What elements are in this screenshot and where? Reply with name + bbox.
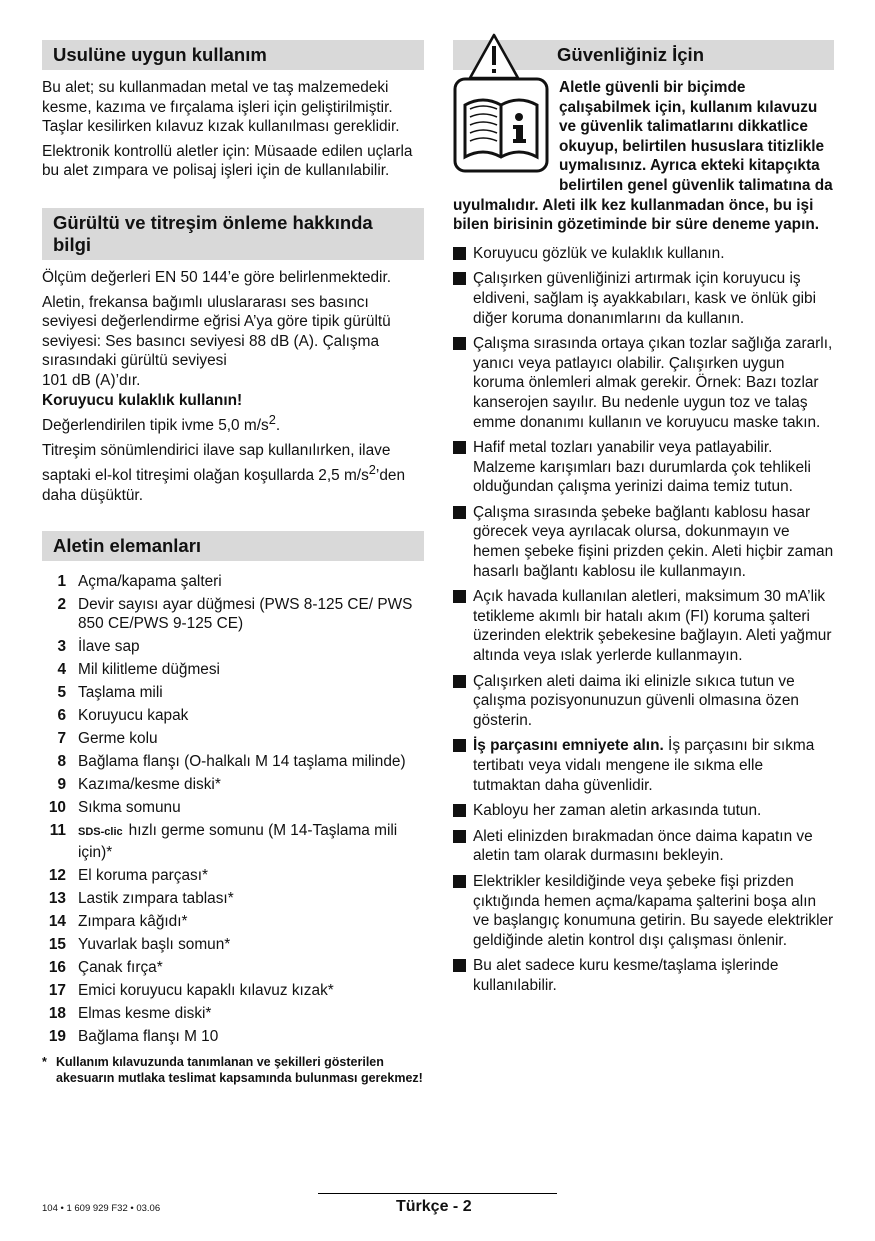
safety-bullets — [453, 244, 834, 731]
component-item — [42, 981, 424, 1001]
footnote-star: * — [42, 1054, 47, 1069]
component-label: El koruma parçası* — [78, 866, 209, 884]
component-item — [42, 1027, 424, 1047]
bullet-square-icon — [453, 875, 466, 888]
hearing-protection-warning: Koruyucu kulaklık kullanın! — [42, 391, 243, 409]
safety-bullets-2 — [453, 801, 834, 995]
component-item — [42, 912, 424, 932]
component-label: Germe kolu — [78, 730, 158, 748]
safety-bullet — [453, 269, 834, 328]
safety-bullet-text: Aleti elinizden bırakmadan önce daima kapatın ve aletin tam olarak durmasını bekleyin. — [473, 827, 813, 865]
safety-bullet — [453, 956, 834, 995]
component-label: Koruyucu kapak — [78, 707, 189, 725]
component-number: 18 — [48, 1004, 66, 1022]
component-label-text: hızlı germe somunu (M 14-Taşlama mili için)* — [78, 822, 398, 861]
safety-bullet-text: Hafif metal tozları yanabilir veya patlayabilir. Malzeme karışımları bazı durumlarda çok tehlikeli olduğundan çalışma yerinizi daima temiz tutun. — [473, 439, 811, 496]
component-label: Sıkma somunu — [78, 799, 181, 817]
bullet-square-icon — [453, 959, 466, 972]
safety-bullet-workpiece — [453, 736, 834, 795]
safety-bullet-text: Çalışırken aleti daima iki elinizle sıkıca tutun ve çalışma pozisyonunuzun güvenli olmasına özen gösterin. — [473, 672, 799, 729]
safety-bullet — [453, 587, 834, 665]
component-number: 12 — [48, 866, 66, 884]
safety-bullet — [453, 334, 834, 432]
component-number: 13 — [48, 889, 66, 907]
vibration-paragraph — [42, 441, 424, 506]
acceleration-exponent: 2 — [268, 412, 276, 428]
safety-bullet-text: Kabloyu her zaman aletin arkasında tutun. — [473, 802, 762, 820]
component-item — [42, 595, 424, 634]
component-item — [42, 660, 424, 680]
vibration-text: Titreşim sönümlendirici ilave sap kullanılırken, ilave saptaki el-kol titreşimi olağan koşullarda 2,5 m/s — [42, 441, 391, 485]
component-item — [42, 683, 424, 703]
bullet-square-icon — [453, 441, 466, 454]
component-number: 15 — [48, 935, 66, 953]
noise-paragraph-2b: 101 dB (A)’dır. — [42, 371, 141, 389]
usage-paragraph-1: Bu alet; su kullanmadan metal ve taş malzemedeki kesme, kazıma ve fırçalama işleri için geliştirilmiştir. Taşlar kesilirken kılavuz kızak kullanılması gereklidir. — [42, 79, 400, 136]
component-item — [42, 637, 424, 657]
component-label: İlave sap — [78, 638, 140, 656]
components-footnote — [42, 1054, 424, 1086]
safety-bullet — [453, 801, 834, 821]
safety-bullet — [453, 872, 834, 950]
component-item — [42, 775, 424, 795]
component-number: 7 — [57, 730, 66, 748]
component-label: Kazıma/kesme diski* — [78, 776, 221, 794]
bullet-square-icon — [453, 739, 466, 752]
component-number: 17 — [48, 981, 66, 999]
noise-paragraph-2a: Aletin, frekansa bağımlı uluslararası ses basıncı seviyesi değerlendirme eğrisi A’ya göre tipik gürültü seviyesi: Ses basıncı seviyesi 88 dB (A). Çalışma sırasındaki gürültü seviyesi — [42, 293, 391, 370]
bullet-square-icon — [453, 804, 466, 817]
safety-bullet-text: Çalışırken güvenliğinizi artırmak için koruyucu iş eldiveni, sağlam iş ayakkabıları, kask ve önlük gibi diğer koruma donanımlarını da kullanın. — [473, 270, 817, 327]
bullet-square-icon — [453, 337, 466, 350]
component-number: 14 — [48, 912, 66, 930]
footer-divider — [318, 1193, 557, 1194]
right-column — [453, 40, 834, 1002]
safety-bullet-text: Çalışma sırasında ortaya çıkan tozlar sağlığa zararlı, yanıcı veya patlayıcı olabilir. Çalışırken uygun koruma önlemleri almak gerekir. Örnek: Bazı tozlar kanserojen sayılır. Bu nedenle uygun toz ve talaş emme donanımı kullanın ve koruyucu maske takın. — [473, 335, 833, 431]
component-label: Yuvarlak başlı somun* — [78, 935, 231, 953]
component-number: 10 — [48, 799, 66, 817]
noise-paragraph-1: Ölçüm değerleri EN 50 144’e göre belirlenmektedir. — [42, 268, 392, 286]
safety-bullet — [453, 827, 834, 866]
usage-paragraph-2: Elektronik kontrollü aletler için: Müsaade edilen uçlarla bu alet zımpara ve polisaj işleri için de kullanılabilir. — [42, 142, 413, 180]
bullet-square-icon — [453, 675, 466, 688]
component-number: 19 — [48, 1027, 66, 1045]
bullet-square-icon — [453, 506, 466, 519]
component-number: 5 — [57, 684, 66, 702]
component-number: 8 — [57, 753, 66, 771]
safety-bullet-text: Açık havada kullanılan aletleri, maksimum 30 mA’lik tetikleme akımlı bir hatalı akım (FI) koruma şalteri üzerinden elektrik şebekesine bağlayın. Aleti yağmur altında veya ıslak yerlerde kullanmayın. — [473, 588, 832, 665]
component-item — [42, 572, 424, 592]
safety-bullet — [453, 244, 834, 264]
usage-heading: Usulüne uygun kullanım — [42, 40, 424, 70]
components-list — [42, 572, 424, 1047]
component-number: 2 — [57, 595, 66, 613]
safety-intro: Aletle güvenli bir biçimde çalışabilmek için, kullanım kılavuzu ve güvenlik talimatlarını dikkatlice okuyup, belirtilen hususlara titizlikle uymalısınız. Ayrıca ekteki kitapçıkta belirtilen genel güvenlik talimatına da uyulmalıdır. Aleti ilk kez kullanmadan önce, bu işi bilen birisinin gözetiminde bir süre deneme yapın. — [453, 79, 833, 234]
acceleration-text: Değerlendirilen tipik ivme 5,0 m/s — [42, 417, 269, 435]
read-manual-icon — [453, 77, 549, 173]
vibration-exponent: 2 — [368, 462, 376, 478]
footnote-text: Kullanım kılavuzunda tanımlanan ve şekilleri gösterilen akesuarın mutlaka teslimat kapsamında bulunması gerekmez! — [56, 1054, 423, 1085]
component-label: Açma/kapama şalteri — [78, 572, 222, 590]
component-label: Lastik zımpara tablası* — [78, 889, 234, 907]
safety-bullet — [453, 672, 834, 731]
left-column — [42, 40, 424, 1086]
component-number: 11 — [49, 822, 66, 840]
component-label: Elmas kesme diski* — [78, 1004, 212, 1022]
safety-bullet-text: Elektrikler kesildiğinde veya şebeke fişi prizden çıktığında hemen açma/kapama şalterini boşa alın ve başlangıç konumuna getirin. Bu sayede elektrikler geldiğinde aletin kontrol dışı çalışması önlenir. — [473, 872, 834, 949]
warning-triangle-icon — [467, 32, 521, 82]
noise-heading: Gürültü ve titreşim önleme hakkında bilgi — [42, 208, 424, 260]
component-label: Bağlama flanşı (O-halkalı M 14 taşlama milinde) — [78, 753, 406, 771]
safety-bullet-text: Koruyucu gözlük ve kulaklık kullanın. — [473, 244, 725, 262]
component-item — [42, 1004, 424, 1024]
component-item — [42, 935, 424, 955]
component-number: 3 — [57, 638, 66, 656]
safety-bullet-text: Bu alet sadece kuru kesme/taşlama işlerinde kullanılabilir. — [473, 957, 779, 994]
safety-bullet-text: Çalışma sırasında şebeke bağlantı kablosu hasar görecek veya ayrılacak olursa, dokunmayın ve hemen şebeke fişini prizden çekin. Aleti hiçbir zaman hasarlı bağlantı kablosu ile kullanmayın. — [473, 503, 834, 580]
component-label — [78, 821, 424, 862]
bullet-square-icon — [453, 272, 466, 285]
workpiece-bold: İş parçasını emniyete alın. — [473, 737, 664, 755]
component-item — [42, 866, 424, 886]
component-label: Bağlama flanşı M 10 — [78, 1027, 219, 1045]
component-item — [42, 958, 424, 978]
footer-code: 104 • 1 609 929 F32 • 03.06 — [42, 1203, 161, 1214]
component-number: 4 — [57, 661, 66, 679]
acceleration-end: . — [275, 417, 281, 435]
acceleration-value — [42, 410, 424, 436]
footer-page: Türkçe - 2 — [396, 1198, 472, 1215]
component-label: Emici koruyucu kapaklı kılavuz kızak* — [78, 981, 334, 999]
component-item — [42, 706, 424, 726]
component-item — [42, 729, 424, 749]
component-label: Zımpara kâğıdı* — [78, 912, 188, 930]
safety-heading: Güvenliğiniz İçin — [453, 40, 834, 70]
safety-bullet — [453, 438, 834, 497]
component-item — [42, 889, 424, 909]
component-number: 9 — [57, 776, 66, 794]
component-label: Mil kilitleme düğmesi — [78, 661, 220, 679]
bullet-square-icon — [453, 590, 466, 603]
components-heading: Aletin elemanları — [42, 531, 424, 561]
component-item — [42, 752, 424, 772]
component-item — [42, 798, 424, 818]
component-number: 1 — [57, 572, 66, 590]
component-number: 16 — [48, 958, 66, 976]
component-number: 6 — [57, 707, 66, 725]
bullet-square-icon — [453, 830, 466, 843]
component-label: Taşlama mili — [78, 684, 163, 702]
workpiece-rest: İş parçasını bir sıkma tertibatı veya vidalı mengene ile sıkma elle tutmaktan daha güvenlidir. — [473, 737, 815, 794]
bullet-square-icon — [453, 247, 466, 260]
safety-bullet — [453, 503, 834, 581]
component-item — [42, 821, 424, 862]
component-label: Devir sayısı ayar düğmesi (PWS 8-125 CE/ PWS 850 CE/PWS 9-125 CE) — [78, 595, 413, 633]
vibration-end: ’den daha düşüktür. — [42, 467, 406, 505]
component-label: Çanak fırça* — [78, 958, 163, 976]
sds-clic-logo: SDS-clic — [78, 826, 123, 839]
